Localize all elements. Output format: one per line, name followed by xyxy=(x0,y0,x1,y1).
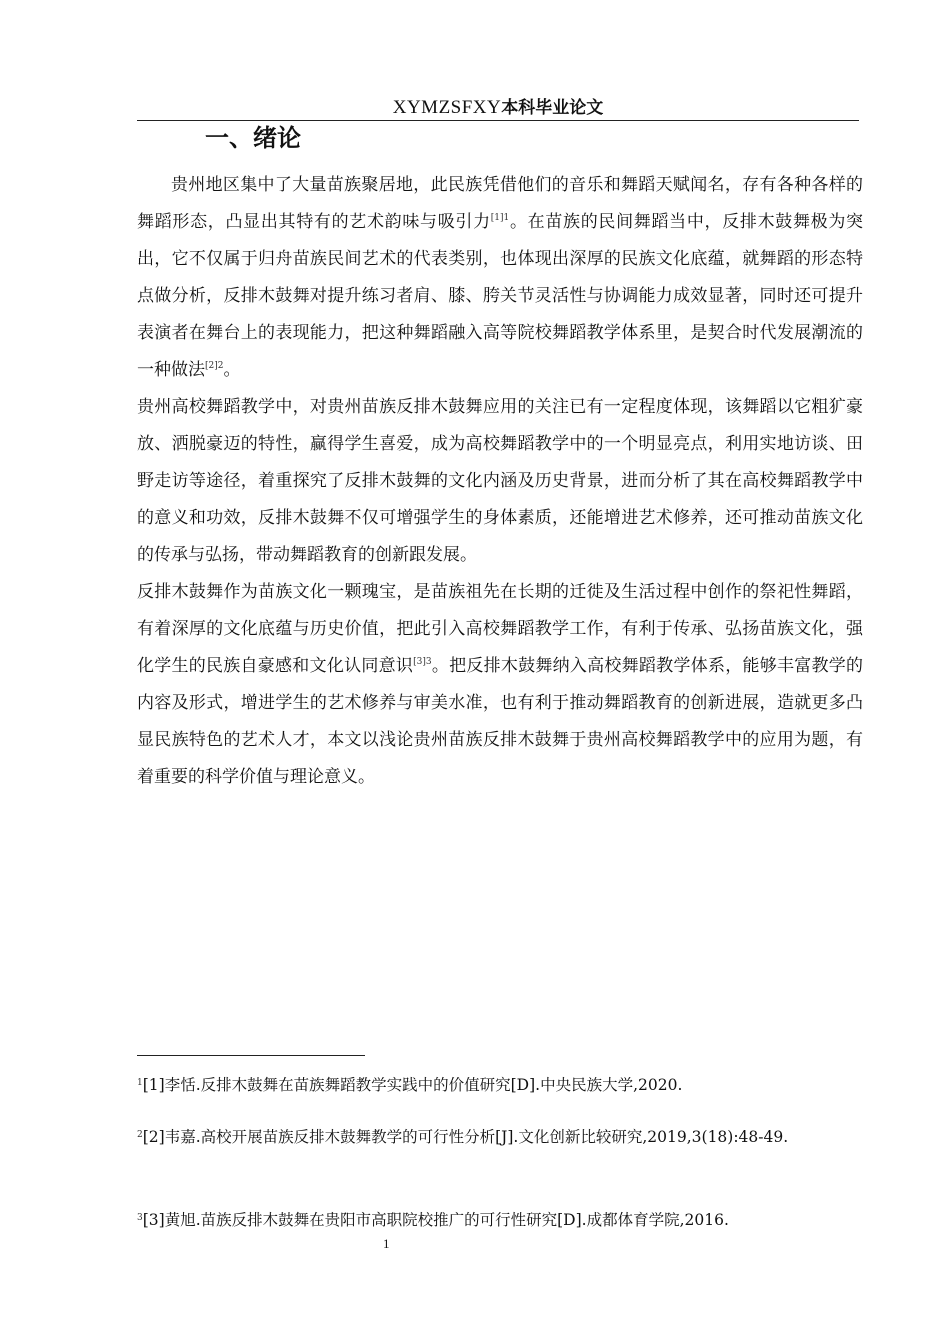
paragraph-2: 贵州高校舞蹈教学中，对贵州苗族反排木鼓舞应用的关注已有一定程度体现，该舞蹈以它粗犷豪放、洒脱豪迈的特性，赢得学生喜爱，成为高校舞蹈教学中的一个明显亮点，利用实地访谈、田野走访等途径，着重探究了反排木鼓舞的文化内涵及历史背景，进而分析了其在高校舞蹈教学中的意义和功效，反排木鼓舞不仅可增强学生的身体素质，还能增进艺术修养，还可推动苗族文化的传承与弘扬，带动舞蹈教育的创新跟发展。 xyxy=(137,397,863,565)
page-header xyxy=(137,94,859,121)
footnote-text: [2]韦嘉.高校开展苗族反排木鼓舞教学的可行性分析[J].文化创新比较研究,2019,3(18):48-49. xyxy=(142,1128,789,1146)
footnote-1 xyxy=(137,1070,837,1100)
footnote-3 xyxy=(137,1205,837,1235)
paragraph-3-text-a: 反排木鼓舞作为苗族文化一颗瑰宝，是苗族祖先在长期的迁徙及生活过程中创作的祭祀性舞蹈，有着深厚的文化底蕴与历史价值，把此引入高校舞蹈教学工作，有利于传承、弘扬苗族文化，强化学生的民族自豪感和文化认同意识 xyxy=(137,582,863,676)
footnote-mark: 3 xyxy=(137,1213,143,1223)
footnote-mark: 2 xyxy=(137,1130,143,1140)
paragraph-1-text-c: 。 xyxy=(223,360,241,380)
body-text xyxy=(137,167,863,796)
paragraph-3-text-b: 。把反排木鼓舞纳入高校舞蹈教学体系，能够丰富教学的内容及形式，增进学生的艺术修养与审美水准，也有利于推动舞蹈教育的创新进展，造就更多凸显民族特色的艺术人才，本文以浅论贵州苗族反排木鼓舞于贵州高校舞蹈教学中的应用为题，有着重要的科学价值与理论意义。 xyxy=(137,656,864,787)
paragraph-3 xyxy=(137,574,863,796)
paragraph-1-text-a: 贵州地区集中了大量苗族聚居地，此民族凭借他们的音乐和舞蹈天赋闻名，存有各种各样的舞蹈形态，凸显出其特有的艺术韵味与吸引力 xyxy=(137,175,863,232)
footnote-2 xyxy=(137,1122,837,1152)
citation-3[interactable]: [3]3 xyxy=(413,657,432,667)
citation-2[interactable]: [2]2 xyxy=(205,361,224,371)
paragraph-1 xyxy=(137,167,863,389)
page-number: 1 xyxy=(383,1236,390,1251)
footnote-text: [3]黄旭.苗族反排木鼓舞在贵阳市高职院校推广的可行性研究[D].成都体育学院,2016. xyxy=(142,1211,729,1229)
header-title: 本科毕业论文 xyxy=(501,98,604,118)
paragraph-1-text-b: 。在苗族的民间舞蹈当中，反排木鼓舞极为突出，它不仅属于归舟苗族民间艺术的代表类别，也体现出深厚的民族文化底蕴，就舞蹈的形态特点做分析，反排木鼓舞对提升练习者肩、膝、胯关节灵活性与协调能力成效显著，同时还可提升表演者在舞台上的表现能力，把这种舞蹈融入高等院校舞蹈教学体系里，是契合时代发展潮流的一种做法 xyxy=(137,212,864,380)
footnote-mark: 1 xyxy=(137,1078,143,1088)
footnote-divider xyxy=(137,1055,365,1056)
section-title: 一、绪论 xyxy=(205,124,301,152)
citation-1[interactable]: [1]1 xyxy=(490,213,510,223)
header-code: XYMZSFXY xyxy=(392,97,502,118)
footnote-text: [1]李恬.反排木鼓舞在苗族舞蹈教学实践中的价值研究[D].中央民族大学,2020. xyxy=(142,1076,683,1094)
